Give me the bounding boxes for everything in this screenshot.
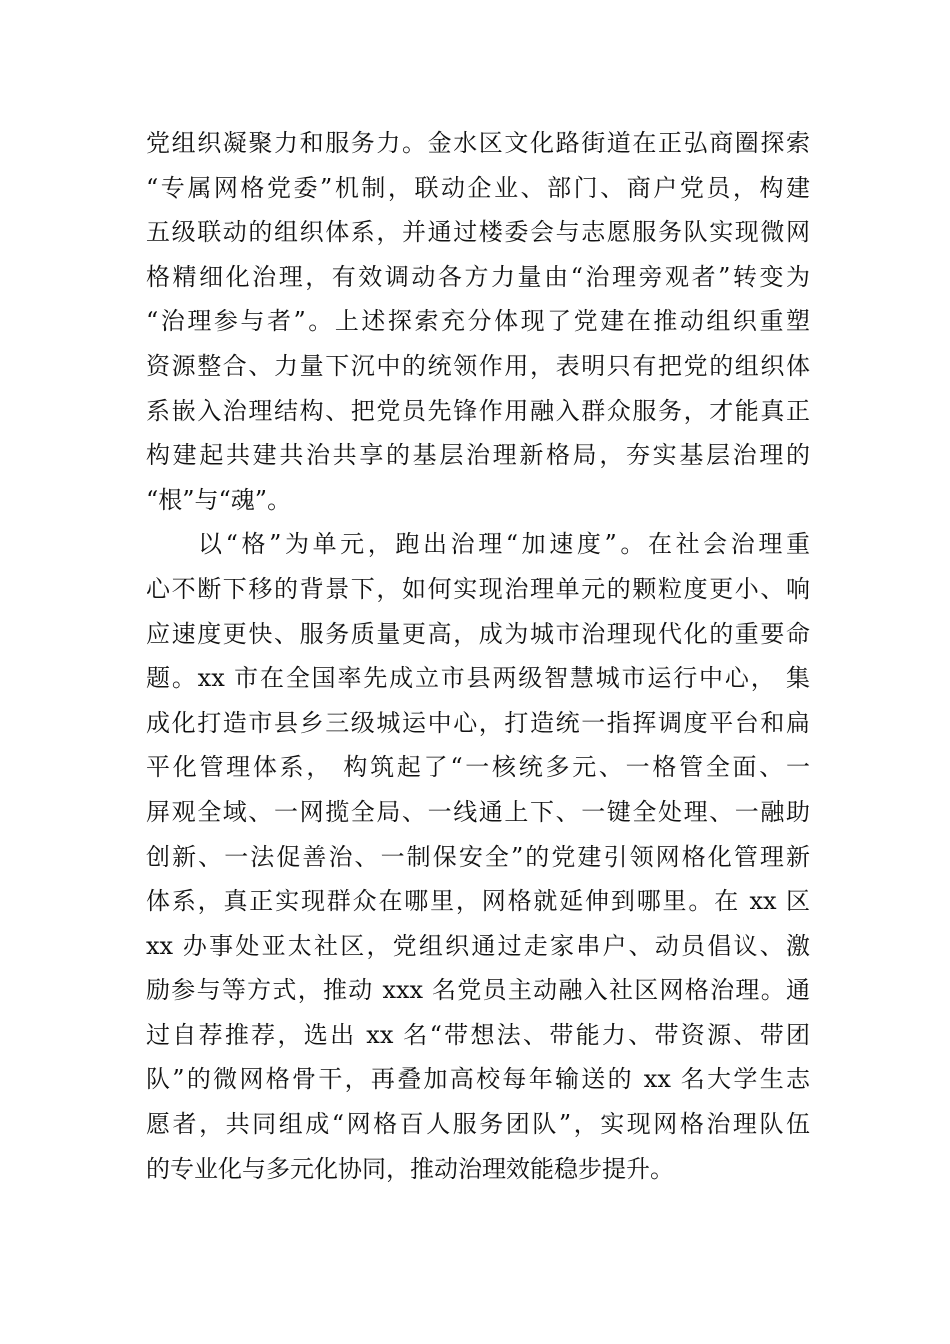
text-line: 构建起共建共治共享的基层治理新格局，夯实基层治理的 — [146, 441, 810, 470]
text-line: 系嵌入治理结构、把党员先锋作用融入群众服务，才能真正 — [146, 396, 810, 425]
text-line: “根”与“魂”。 — [146, 485, 292, 514]
text-line: 屏观全域、一网揽全局、一线通上下、一键全处理、一融助 — [146, 797, 810, 826]
text-line: 的专业化与多元化协同，推动治理效能稳步提升。 — [146, 1154, 674, 1183]
text-line: 题。xx 市在全国率先成立市县两级智慧城市运行中心， 集 — [146, 664, 810, 693]
text-line: 心不断下移的背景下，如何实现治理单元的颗粒度更小、响 — [146, 574, 810, 603]
text-line: xx 办事处亚太社区，党组织通过走家串户、动员倡议、激 — [146, 931, 810, 960]
text-line: 五级联动的组织体系，并通过楼委会与志愿服务队实现微网 — [146, 218, 810, 247]
text-line: 党组织凝聚力和服务力。金水区文化路街道在正弘商圈探索 — [146, 129, 810, 157]
text-line: “专属网格党委”机制，联动企业、部门、商户党员，构建 — [146, 173, 810, 202]
document-body — [146, 121, 810, 1191]
text-line: “治理参与者”。上述探索充分体现了党建在推动组织重塑 — [146, 307, 810, 336]
text-line: 应速度更快、服务质量更高，成为城市治理现代化的重要命 — [146, 619, 810, 648]
text-line: 体系，真正实现群众在哪里，网格就延伸到哪里。在 xx 区 — [146, 887, 810, 916]
text-line: 平化管理体系， 构筑起了“一核统多元、一格管全面、一 — [146, 753, 810, 782]
text-line: 励参与等方式，推动 xxx 名党员主动融入社区网格治理。通 — [146, 976, 810, 1005]
text-line: 创新、一法促善治、一制保安全”的党建引领网格化管理新 — [146, 842, 810, 871]
text-line: 成化打造市县乡三级城运中心，打造统一指挥调度平台和扁 — [146, 708, 810, 737]
text-line: 愿者，共同组成“网格百人服务团队”，实现网格治理队伍 — [146, 1110, 810, 1139]
text-line: 以“格”为单元，跑出治理“加速度”。在社会治理重 — [198, 530, 810, 559]
text-line: 过自荐推荐，选出 xx 名“带想法、带能力、带资源、带团 — [146, 1020, 810, 1049]
text-line: 队”的微网格骨干，再叠加高校每年输送的 xx 名大学生志 — [146, 1065, 810, 1094]
text-line: 资源整合、力量下沉中的统领作用，表明只有把党的组织体 — [146, 351, 810, 380]
text-line: 格精细化治理，有效调动各方力量由“治理旁观者”转变为 — [146, 262, 810, 291]
